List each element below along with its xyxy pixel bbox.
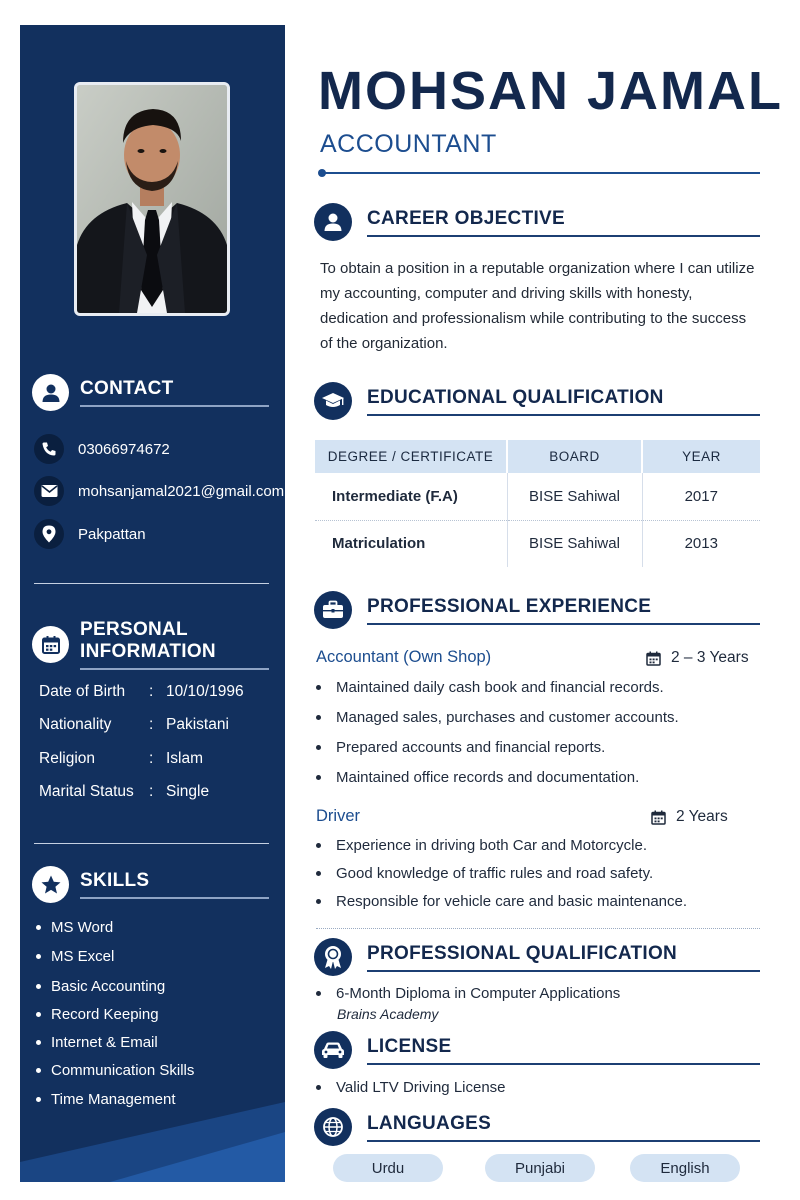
info-separator: :	[149, 783, 154, 800]
list-item: Experience in driving both Car and Motorcycle.	[316, 837, 647, 854]
contact-location	[34, 519, 146, 549]
info-separator: :	[149, 716, 154, 733]
skills-heading	[32, 866, 269, 903]
list-item: Maintained daily cash book and financial records.	[316, 679, 664, 696]
career-objective-title: CAREER OBJECTIVE	[367, 207, 566, 229]
language-pill: Punjabi	[485, 1154, 595, 1182]
info-label: Marital Status	[39, 783, 134, 800]
profile-photo	[74, 82, 230, 316]
education-table	[315, 440, 760, 567]
list-item: Responsible for vehicle care and basic maintenance.	[316, 893, 687, 910]
email-address: mohsanjamal2021@gmail.com	[78, 482, 285, 500]
info-separator: :	[149, 683, 154, 700]
info-row-marital-status	[39, 783, 209, 801]
info-value: Single	[166, 783, 210, 800]
license-title: LICENSE	[367, 1035, 452, 1057]
personal-info-heading	[32, 619, 269, 670]
envelope-icon	[34, 476, 64, 506]
briefcase-icon	[314, 591, 352, 629]
year-cell: 2013	[684, 535, 718, 553]
education-heading	[314, 382, 760, 420]
table-row	[315, 473, 760, 520]
qualification-heading	[314, 938, 760, 976]
sidebar-decoration	[20, 1102, 285, 1182]
skill-item: MS Word	[36, 919, 113, 936]
language-pill: English	[630, 1154, 740, 1182]
board-cell: BISE Sahiwal	[507, 473, 642, 520]
info-value: Pakistani	[166, 716, 229, 733]
contact-email	[34, 476, 284, 506]
languages-title: LANGUAGES	[367, 1112, 492, 1134]
institute-name: Brains Academy	[337, 1006, 439, 1022]
sidebar-divider	[34, 843, 269, 844]
skill-item: MS Excel	[36, 948, 114, 965]
candidate-name: MOHSAN JAMAL	[318, 61, 783, 121]
user-icon	[314, 203, 352, 241]
list-item: 6-Month Diploma in Computer Applications	[316, 985, 620, 1002]
language-pill: Urdu	[333, 1154, 443, 1182]
phone-icon	[34, 434, 64, 464]
contact-heading	[32, 374, 269, 411]
calendar-icon	[651, 810, 666, 825]
award-ribbon-icon	[314, 938, 352, 976]
column-header: BOARD	[507, 440, 642, 473]
phone-number: 03066974672	[78, 440, 170, 458]
job-duration: 2 – 3 Years	[646, 649, 749, 667]
personal-info-title: PERSONAL INFORMATION	[80, 619, 216, 662]
languages-heading	[314, 1108, 760, 1146]
info-row-dob	[39, 683, 244, 701]
user-icon	[32, 374, 69, 411]
qualification-title: PROFESSIONAL QUALIFICATION	[367, 942, 678, 964]
education-title: EDUCATIONAL QUALIFICATION	[367, 386, 664, 408]
contact-phone	[34, 434, 170, 464]
location-pin-icon	[34, 519, 64, 549]
info-label: Religion	[39, 750, 96, 767]
info-row-nationality	[39, 716, 229, 734]
column-header: DEGREE / CERTIFICATE	[315, 440, 507, 473]
experience-title: PROFESSIONAL EXPERIENCE	[367, 595, 652, 617]
info-value: 10/10/1996	[166, 683, 244, 700]
table-header-row	[315, 440, 760, 473]
graduation-cap-icon	[314, 382, 352, 420]
info-value: Islam	[166, 750, 204, 767]
globe-icon	[314, 1108, 352, 1146]
career-objective-text: To obtain a position in a reputable organization where I can utilize my accounting, computer and driving skills with honesty, dedication and professionalism while contributing to the success of the organization.	[320, 260, 755, 352]
job-title: Driver	[316, 807, 360, 825]
career-objective-heading	[314, 203, 760, 241]
skills-title: SKILLS	[80, 870, 150, 891]
skill-item: Basic Accounting	[36, 978, 165, 995]
list-item: Valid LTV Driving License	[316, 1079, 506, 1096]
calendar-icon	[646, 651, 661, 666]
column-header: YEAR	[642, 440, 760, 473]
sidebar	[20, 25, 285, 1182]
job-duration: 2 Years	[651, 808, 728, 826]
degree-cell: Matriculation	[315, 520, 507, 567]
board-cell: BISE Sahiwal	[507, 520, 642, 567]
skill-item: Internet & Email	[36, 1034, 158, 1051]
star-icon	[32, 866, 69, 903]
info-label: Nationality	[39, 716, 112, 733]
license-heading	[314, 1031, 760, 1069]
sidebar-divider	[34, 583, 269, 584]
year-cell: 2017	[642, 473, 760, 520]
job-title: Accountant (Own Shop)	[316, 648, 492, 666]
degree-cell: Intermediate (F.A)	[315, 473, 507, 520]
experience-heading	[314, 591, 760, 629]
info-separator: :	[149, 750, 154, 767]
info-row-religion	[39, 750, 203, 768]
skill-item: Communication Skills	[36, 1062, 194, 1079]
skill-item: Time Management	[36, 1091, 176, 1108]
list-item: Managed sales, purchases and customer accounts.	[316, 709, 679, 726]
car-icon	[314, 1031, 352, 1069]
header-underline	[320, 172, 760, 174]
header-underline-dot	[318, 169, 326, 177]
list-item: Good knowledge of traffic rules and road safety.	[316, 865, 653, 882]
calendar-icon	[32, 626, 69, 663]
contact-title: CONTACT	[80, 378, 174, 399]
table-row	[315, 520, 760, 567]
candidate-role: ACCOUNTANT	[320, 130, 497, 158]
list-item: Maintained office records and documentation.	[316, 769, 639, 786]
skill-item: Record Keeping	[36, 1006, 159, 1023]
section-divider	[316, 928, 760, 929]
location-text: Pakpattan	[78, 525, 146, 543]
info-label: Date of Birth	[39, 683, 126, 700]
list-item: Prepared accounts and financial reports.	[316, 739, 605, 756]
